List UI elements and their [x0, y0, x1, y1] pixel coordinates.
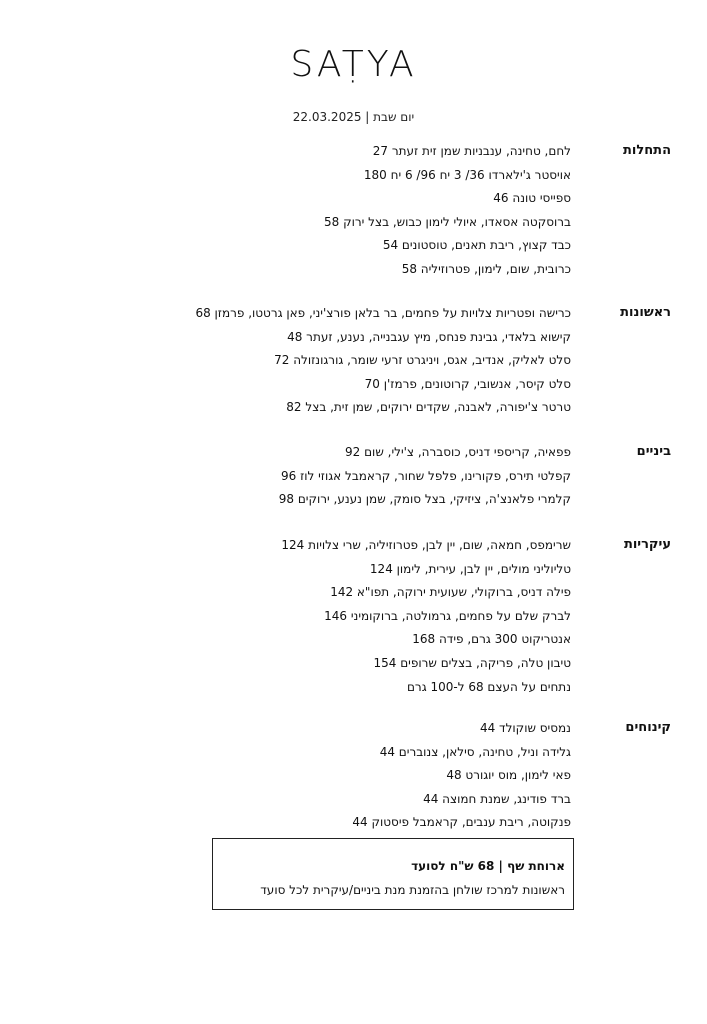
- menu-item: ספייסי טונה 46: [493, 191, 571, 206]
- menu-item: טרטר צ'יפורה, לאבנה, שקדים ירוקים, שמן זית, בצל 82: [286, 400, 571, 415]
- menu-item: כרובית, שום, לימון, פטרוזיליה 58: [401, 261, 571, 276]
- item-list: [324, 143, 571, 285]
- menu-item: קישוא בלאדי, גבינת פנחס, מיץ עגבנייה, נענע, זעתר 48: [287, 329, 571, 344]
- menu-item: קפלטי תירס, פקורינו, פלפל שחור, קראמבל אגוזי לוז 96: [280, 468, 571, 483]
- item-list: [195, 305, 571, 423]
- menu-item: כבד קצוץ, ריבת תאנים, טוסטונים 54: [382, 238, 571, 253]
- section-title: התחלות: [623, 143, 671, 158]
- item-list: [352, 720, 571, 838]
- menu-item: אנטריקוט 300 גרם, פידה 168: [412, 632, 571, 647]
- menu-item: נמסיס שוקולד 44: [479, 721, 571, 735]
- menu-item: גלידה וניל, טחינה, סילאן, צנוברים 44: [379, 744, 571, 759]
- section-title: ראשונות: [620, 305, 671, 320]
- menu-item: ברד פודינג, שמנת חמוצה 44: [423, 791, 571, 806]
- menu-item: קלמרי פלאנצ'ה, ציזיקי, בצל סומק, שמן נענע, ירוקים 98: [278, 492, 571, 507]
- item-list: [279, 444, 571, 515]
- section-title: עיקריות: [623, 537, 671, 552]
- menu-item: סלט לאליק, אנדיב, אגס, ויניגרט זרעי שומר, גורגונזולה 72: [274, 353, 571, 368]
- date-line: יום שבת | 22.03.2025: [292, 110, 415, 124]
- menu-item: סלט קיסר, אנשובי, קרוטונים, פרמז'ן 70: [364, 376, 571, 391]
- menu-item: פפאיה, קריספי דניס, כוסברה, צ'ילי, שום 92: [344, 445, 571, 459]
- section-title: קינוחים: [625, 720, 671, 735]
- chef-meal-text: ראשונות למרכז שולחן בהזמנת מנת ביניים/עיקרית לכל סועד: [260, 883, 565, 897]
- menu-item: פילה דניס, ברוקולי, שעועית ירוקה, תפו"א 142: [330, 585, 571, 600]
- menu-item: טליוליני מולים, יין לבן, עירית, לימון 124: [369, 561, 571, 576]
- menu-item: טיבון טלה, פריקה, בצלים שרופים 154: [373, 655, 571, 670]
- section-title: ביניים: [636, 444, 671, 459]
- menu-item: לחם, טחינה, ענבניות שמן זית זעתר 27: [372, 144, 571, 158]
- menu-item: נתחים על העצם 68 ל-100 גרם: [406, 679, 571, 694]
- menu-item: אויסטר ג'ילארדו 36/ 3 יח 96/ 6 יח 180: [363, 167, 571, 182]
- menu-item: פאי לימון, מוס יוגורט 48: [446, 768, 571, 783]
- menu-item: פנקוטה, ריבת ענבים, קראמבל פיסטוק 44: [352, 815, 571, 830]
- menu-item: ברוסקטה אסאדו, איולי לימון כבוש, בצל ירוק 58: [323, 214, 571, 229]
- chef-meal-title: ארוחת שף | 68 ש"ח לסועד: [411, 859, 565, 873]
- brand-logo: SAṬYA: [290, 44, 417, 85]
- menu-item: שרימפס, חמאה, שום, יין לבן, פטרוזיליה, שרי צלויות 124: [281, 538, 571, 552]
- item-list: [281, 537, 571, 702]
- menu-item: לברק שלם על פחמים, גרמולטה, ברוקומיני 146: [324, 608, 571, 623]
- chef-meal-box: [212, 838, 574, 910]
- menu-item: כרישה ופטריות צלויות על פחמים, בר בלאן פורצ'יני, פאן גרטטו, פרמזן 68: [195, 306, 571, 320]
